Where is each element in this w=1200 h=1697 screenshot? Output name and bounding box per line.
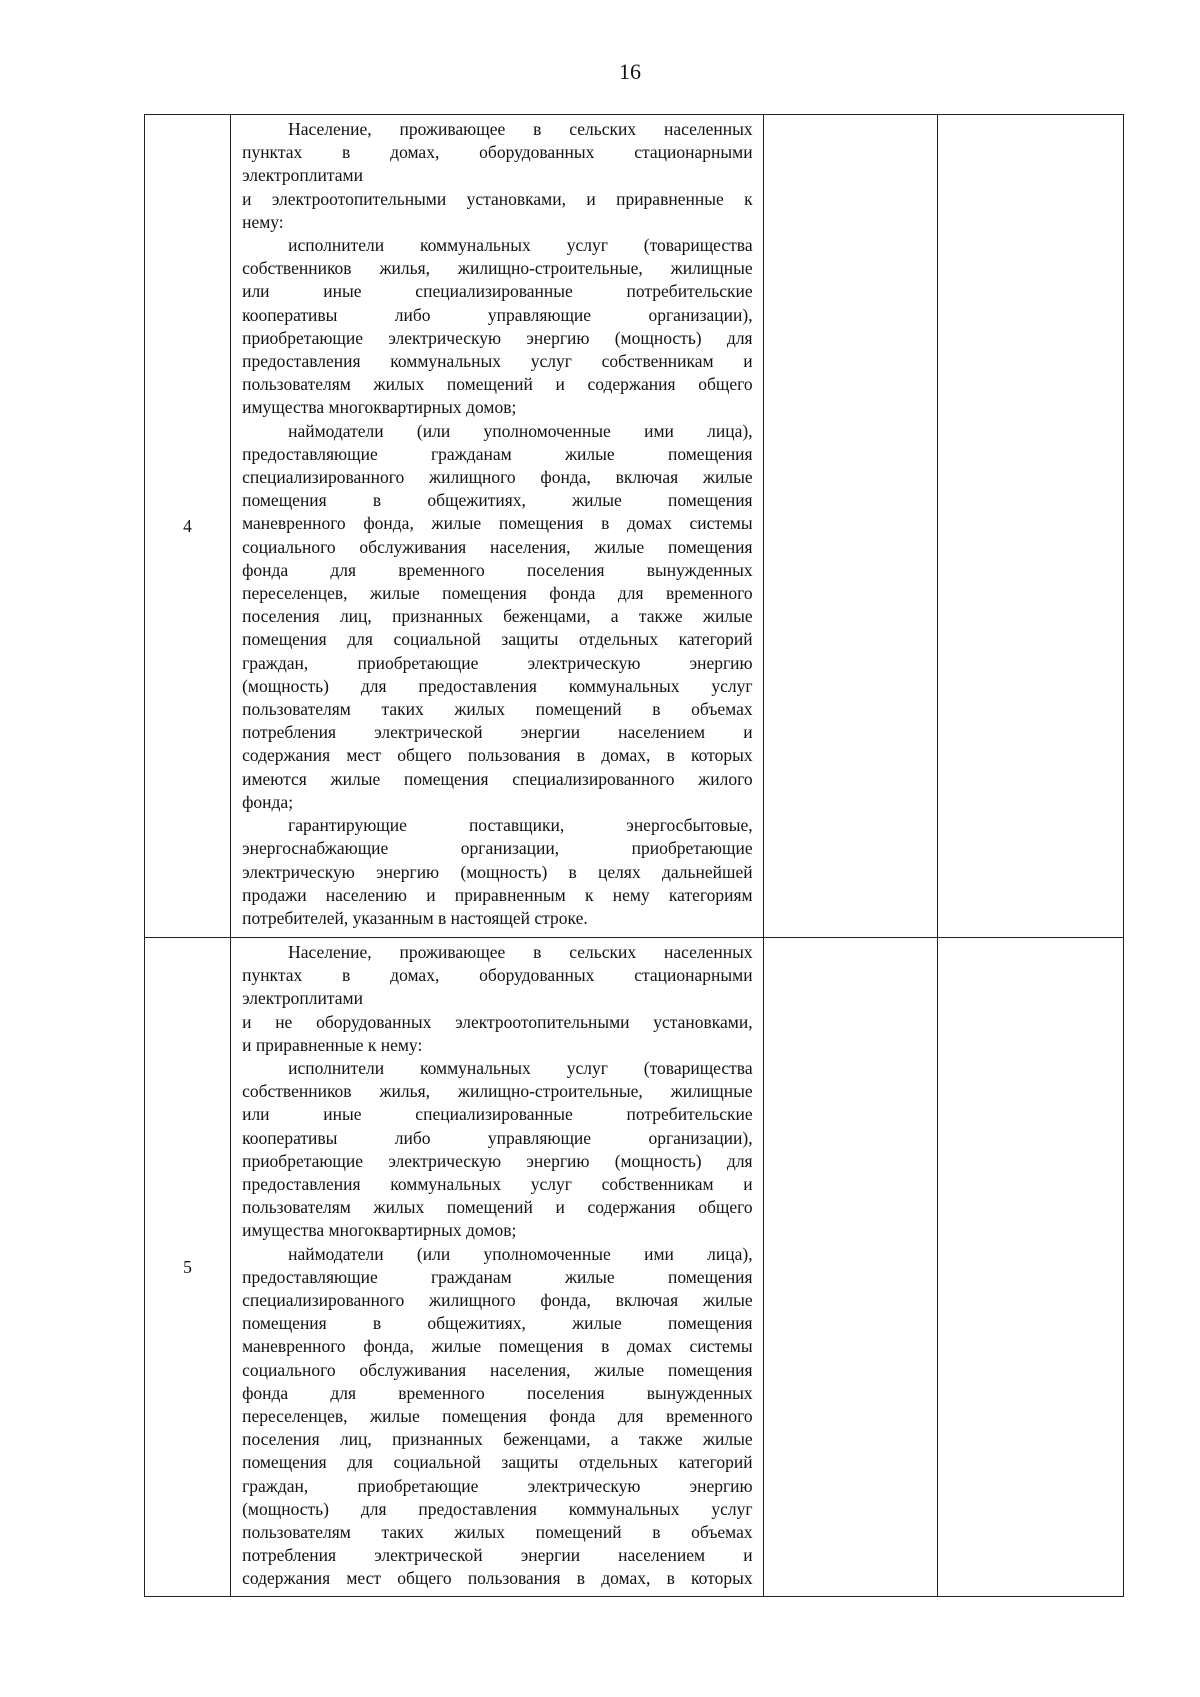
text-line: социального обслуживания населения, жилые помещения [242, 1359, 753, 1380]
row-description [231, 938, 764, 1597]
text-line: кооперативы либо управляющие организации), [242, 304, 753, 325]
text-line: помещения в общежитиях, жилые помещения [242, 1313, 753, 1334]
text-line: помещения для социальной защиты отдельных категорий [242, 1452, 753, 1473]
text-line: фонда для временного поселения вынужденных [242, 1382, 753, 1403]
text-line: переселенцев, жилые помещения фонда для временного [242, 583, 753, 604]
text-line: помещения в общежитиях, жилые помещения [242, 490, 753, 511]
text-line: собственников жилья, жилищно-строительные, жилищные [242, 258, 753, 279]
text-line: поселения лиц, признанных беженцами, а также жилые [242, 606, 753, 627]
row-number: 4 [145, 115, 231, 938]
page-number: 16 [619, 59, 641, 84]
row-number: 5 [145, 938, 231, 1597]
text-line: и электроотопительными установками, и приравненные к [242, 188, 753, 209]
row-description [231, 115, 764, 938]
text-line: кооперативы либо управляющие организации), [242, 1127, 753, 1148]
text-line: потребления электрической энергии населением и [242, 1545, 753, 1566]
text-line: содержания мест общего пользования в домах, в которых [242, 1568, 753, 1589]
text-line: или иные специализированные потребительские [242, 281, 753, 302]
table-row [145, 938, 1124, 1597]
text-line: приобретающие электрическую энергию (мощность) для [242, 1150, 753, 1171]
text-line: нему: [242, 211, 284, 232]
text-line: (мощность) для предоставления коммунальных услуг [242, 675, 753, 696]
empty-cell [937, 938, 1123, 1597]
text-line: электроплитами [242, 165, 363, 186]
text-line: специализированного жилищного фонда, включая жилые [242, 1290, 753, 1311]
text-line: энергоснабжающие организации, приобретающие [242, 838, 753, 859]
text-line: поселения лиц, признанных беженцами, а также жилые [242, 1429, 753, 1450]
text-line: (мощность) для предоставления коммунальных услуг [242, 1498, 753, 1519]
text-line: имущества многоквартирных домов; [242, 1220, 517, 1241]
text-line: электрическую энергию (мощность) в целях дальнейшей [242, 861, 753, 882]
tariff-table [144, 114, 1124, 1597]
text-line: предоставления коммунальных услуг собственникам и [242, 351, 753, 372]
text-line: наймодатели (или уполномоченные ими лица), [288, 1243, 753, 1264]
text-line: фонда; [242, 791, 294, 812]
text-line: потребителей, указанным в настоящей строке. [242, 907, 588, 928]
text-line: и не оборудованных электроотопительными установками, [242, 1011, 753, 1032]
text-line: гарантирующие поставщики, энергосбытовые, [288, 815, 753, 836]
text-line: Население, проживающее в сельских населенных [288, 942, 753, 962]
text-line: помещения для социальной защиты отдельных категорий [242, 629, 753, 650]
text-line: социального обслуживания населения, жилые помещения [242, 536, 753, 557]
text-line: пунктах в домах, оборудованных стационарными [242, 965, 753, 986]
text-line: исполнители коммунальных услуг (товарищества [288, 235, 753, 256]
text-line: предоставления коммунальных услуг собственникам и [242, 1174, 753, 1195]
text-line: пользователям таких жилых помещений в объемах [242, 1522, 753, 1543]
text-line: собственников жилья, жилищно-строительные, жилищные [242, 1081, 753, 1102]
text-line: наймодатели (или уполномоченные ими лица), [288, 420, 753, 441]
text-line: приобретающие электрическую энергию (мощность) для [242, 327, 753, 348]
text-line: продажи населению и приравненным к нему категориям [242, 884, 753, 905]
text-line: имущества многоквартирных домов; [242, 397, 517, 418]
text-line: маневренного фонда, жилые помещения в домах системы [242, 513, 753, 534]
text-line: исполнители коммунальных услуг (товарищества [288, 1058, 753, 1079]
text-line: пользователям таких жилых помещений в объемах [242, 699, 753, 720]
text-line: пунктах в домах, оборудованных стационарными [242, 142, 753, 163]
text-line: и приравненные к нему: [242, 1034, 423, 1055]
text-line: граждан, приобретающие электрическую энергию [242, 652, 753, 673]
table-row [145, 115, 1124, 938]
text-line: содержания мест общего пользования в домах, в которых [242, 745, 753, 766]
text-line: маневренного фонда, жилые помещения в домах системы [242, 1336, 753, 1357]
empty-cell [763, 938, 937, 1597]
text-line: потребления электрической энергии населением и [242, 722, 753, 743]
text-line: пользователям жилых помещений и содержания общего [242, 1197, 753, 1218]
text-line: переселенцев, жилые помещения фонда для временного [242, 1406, 753, 1427]
text-line: имеются жилые помещения специализированного жилого [242, 768, 753, 789]
text-line: специализированного жилищного фонда, включая жилые [242, 467, 753, 488]
empty-cell [937, 115, 1123, 938]
text-line: Население, проживающее в сельских населенных [288, 119, 753, 139]
text-line: пользователям жилых помещений и содержания общего [242, 374, 753, 395]
text-line: предоставляющие гражданам жилые помещения [242, 443, 753, 464]
text-line: граждан, приобретающие электрическую энергию [242, 1475, 753, 1496]
text-line: предоставляющие гражданам жилые помещения [242, 1266, 753, 1287]
text-line: фонда для временного поселения вынужденных [242, 559, 753, 580]
empty-cell [763, 115, 937, 938]
text-line: или иные специализированные потребительские [242, 1104, 753, 1125]
text-line: электроплитами [242, 988, 363, 1009]
